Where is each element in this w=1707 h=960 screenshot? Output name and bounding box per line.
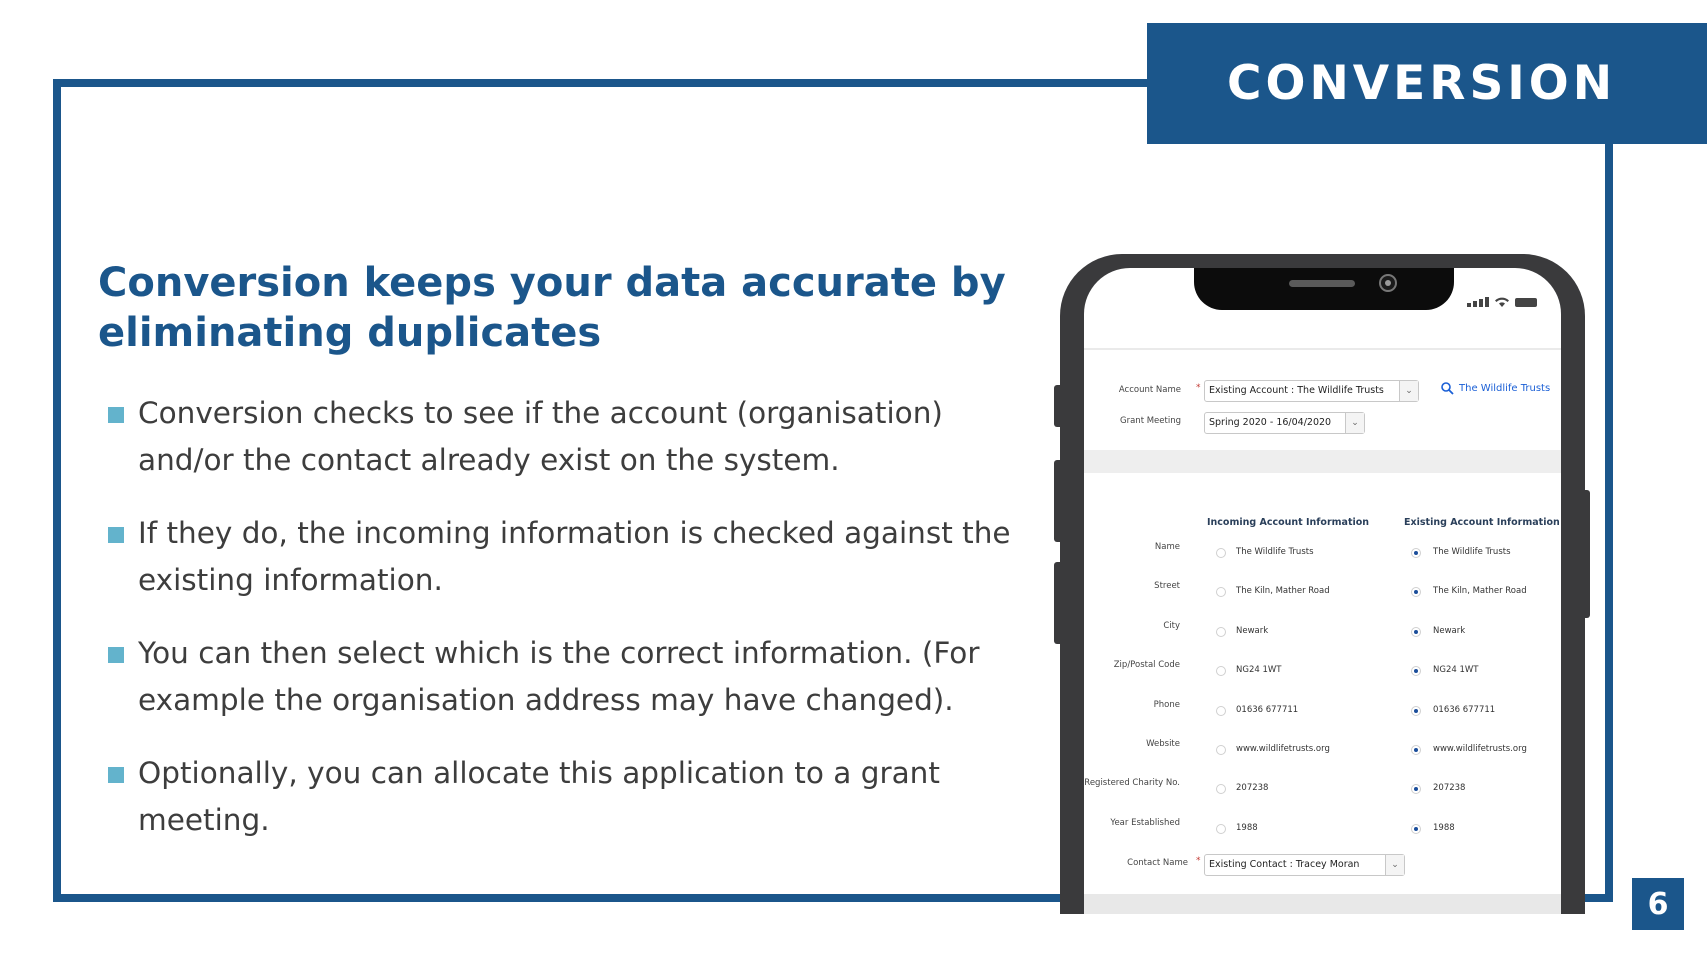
existing-value: The Kiln, Mather Road [1433,586,1527,596]
row-label: City [1163,621,1180,631]
row-label: Street [1154,581,1180,591]
incoming-radio[interactable] [1216,824,1226,834]
incoming-radio[interactable] [1216,666,1226,676]
existing-radio[interactable] [1411,745,1421,755]
incoming-column-header: Incoming Account Information [1207,517,1370,528]
incoming-radio[interactable] [1216,745,1226,755]
chevron-down-icon: ⌄ [1385,855,1404,875]
phone-mockup [1060,254,1585,914]
existing-radio[interactable] [1411,824,1421,834]
row-label: Year Established [1110,818,1180,828]
camera-icon [1379,274,1397,292]
incoming-radio[interactable] [1216,627,1226,637]
existing-value: 1988 [1433,823,1455,833]
incoming-value: 207238 [1236,783,1269,793]
contact-name-label: Contact Name [1127,858,1188,868]
bullet-item: If they do, the incoming information is checked against the existing information. [108,510,1043,604]
speaker-icon [1289,280,1355,287]
chevron-down-icon: ⌄ [1345,413,1364,433]
row-label: Zip/Postal Code [1113,660,1180,670]
incoming-radio[interactable] [1216,548,1226,558]
existing-value: 207238 [1433,783,1466,793]
row-label: Phone [1153,700,1180,710]
bullet-item: You can then select which is the correct information. (For example the organisation address may have changed). [108,630,1043,724]
square-bullet-icon [108,647,124,663]
existing-radio[interactable] [1411,706,1421,716]
row-label: Website [1146,739,1180,749]
square-bullet-icon [108,767,124,783]
square-bullet-icon [108,527,124,543]
required-marker: * [1196,383,1201,393]
row-label: Name [1154,542,1180,552]
section-divider [1084,450,1561,473]
existing-radio[interactable] [1411,627,1421,637]
incoming-value: 1988 [1236,823,1258,833]
existing-column-header: Existing Account Information [1404,517,1560,528]
phone-notch [1194,268,1454,310]
grant-meeting-select[interactable]: Spring 2020 - 16/04/2020 ⌄ [1204,412,1365,434]
battery-icon [1515,298,1537,307]
search-icon[interactable] [1441,382,1454,395]
incoming-value: Newark [1236,626,1269,636]
row-label: Registered Charity No. [1084,778,1180,788]
signal-icon [1467,297,1489,307]
existing-radio[interactable] [1411,587,1421,597]
bullet-item: Optionally, you can allocate this application to a grant meeting. [108,750,1043,844]
existing-value: www.wildlifetrusts.org [1433,744,1527,754]
account-name-select[interactable]: Existing Account : The Wildlife Trusts ⌄ [1204,380,1419,402]
incoming-value: The Kiln, Mather Road [1236,586,1330,596]
account-lookup-link[interactable]: The Wildlife Trusts [1459,383,1551,394]
footer-band [1084,894,1561,914]
existing-radio[interactable] [1411,548,1421,558]
incoming-radio[interactable] [1216,587,1226,597]
incoming-value: www.wildlifetrusts.org [1236,744,1330,754]
chevron-down-icon: ⌄ [1399,381,1418,401]
existing-radio[interactable] [1411,784,1421,794]
existing-radio[interactable] [1411,666,1421,676]
square-bullet-icon [108,407,124,423]
incoming-radio[interactable] [1216,784,1226,794]
bullet-list [108,390,1043,870]
existing-value: The Wildlife Trusts [1433,547,1511,557]
existing-value: Newark [1433,626,1466,636]
incoming-value: The Wildlife Trusts [1236,547,1314,557]
required-marker: * [1196,856,1201,866]
phone-screen [1084,268,1561,914]
bullet-item: Conversion checks to see if the account (organisation) and/or the contact already exist on the system. [108,390,1043,484]
incoming-value: 01636 677711 [1236,705,1299,715]
slide-title: CONVERSION [1147,23,1707,144]
grant-meeting-label: Grant Meeting [1120,416,1181,426]
incoming-value: NG24 1WT [1236,665,1282,675]
wifi-icon [1494,296,1510,307]
account-name-label: Account Name [1118,385,1181,395]
status-bar [1467,296,1537,307]
page-number: 6 [1632,878,1684,930]
slide-heading: Conversion keeps your data accurate by eliminating duplicates [98,260,1006,356]
contact-name-select[interactable]: Existing Contact : Tracey Moran ⌄ [1204,854,1405,876]
existing-value: 01636 677711 [1433,705,1496,715]
header-divider [1084,348,1561,350]
existing-value: NG24 1WT [1433,665,1479,675]
incoming-radio[interactable] [1216,706,1226,716]
